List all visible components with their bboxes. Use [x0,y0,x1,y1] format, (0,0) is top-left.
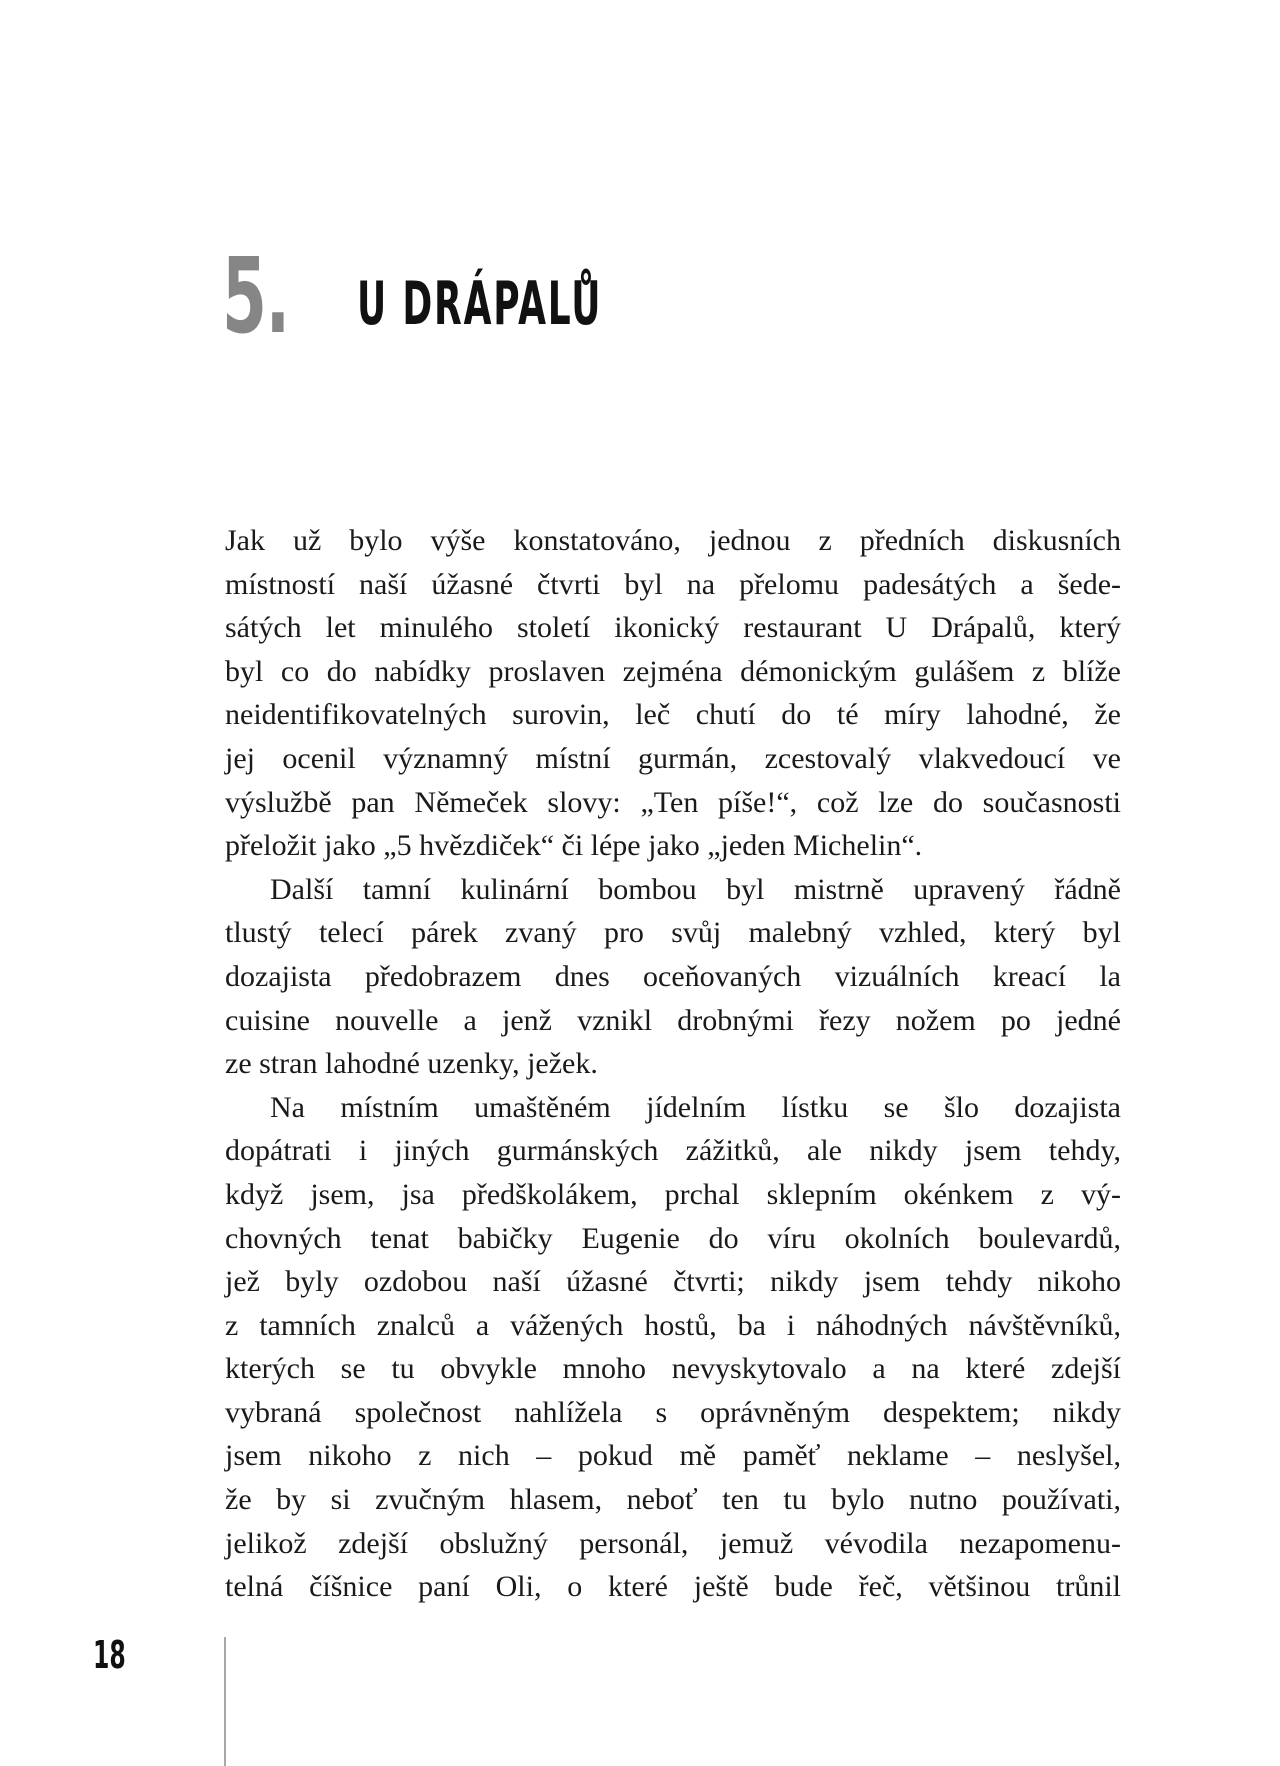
text-line: výslužbě pan Němeček slovy: „Ten píše!“, což lze do současnosti [225,785,1121,819]
text-line: jež byly ozdobou naší úžasné čtvrti; nikdy jsem tehdy nikoho [225,1265,1121,1299]
text-line: přeložit jako „5 hvězdiček“ či lépe jako „jeden Michelin“. [225,829,923,863]
text-line: z tamních znalců a vážených hostů, ba i náhodných návštěvníků, [225,1308,1121,1342]
text-line: neidentifikovatelných surovin, leč chutí do té míry lahodné, že [225,698,1121,732]
text-line: kterých se tu obvykle mnoho nevyskytovalo a na které zdejší [225,1352,1121,1386]
text-line: tlustý telecí párek zvaný pro svůj malebný vzhled, který byl [225,916,1121,950]
text-line: dopátrati i jiných gurmánských zážitků, ale nikdy jsem tehdy, [225,1134,1121,1168]
margin-rule-divider [224,1637,226,1766]
text-line: jsem nikoho z nich – pokud mě paměť neklame – neslyšel, [225,1439,1121,1473]
body-text [225,519,1121,1609]
text-line: byl co do nabídky proslaven zejména démonickým gulášem z blíže [225,654,1121,688]
text-line: jej ocenil významný místní gurmán, zcestovalý vlakvedoucí ve [225,741,1121,775]
text-line: vybraná společnost nahlížela s oprávněným despektem; nikdy [225,1395,1121,1429]
text-line: místností naší úžasné čtvrti byl na přelomu padesátých a šede- [225,567,1121,601]
text-line: ze stran lahodné uzenky, ježek. [225,1047,598,1081]
text-line: Další tamní kulinární bombou byl mistrně upravený řádně [270,872,1121,906]
text-line: chovných tenat babičky Eugenie do víru okolních boulevardů, [225,1221,1121,1255]
paragraph-2 [225,868,1121,1086]
text-line: sátých let minulého století ikonický restaurant U Drápalů, který [225,611,1121,645]
text-line: když jsem, jsa předškolákem, prchal sklepním okénkem z vý- [225,1177,1121,1211]
text-line: Na místním umaštěném jídelním lístku se šlo dozajista [270,1090,1121,1124]
text-line: telná číšnice paní Oli, o které ještě bude řeč, většinou trůnil [225,1570,1121,1604]
chapter-title: U DRÁPALŮ [357,269,603,339]
paragraph-1 [225,519,1121,868]
page-number: 18 [93,1633,126,1677]
text-line: jelikož zdejší obslužný personál, jemuž vévodila nezapomenu- [225,1526,1121,1560]
text-line: Jak už bylo výše konstatováno, jednou z předních diskusních [225,524,1121,557]
paragraph-3 [225,1086,1121,1609]
text-line: že by si zvučným hlasem, neboť ten tu bylo nutno používati, [225,1483,1121,1517]
chapter-number: 5. [222,235,289,357]
text-line: cuisine nouvelle a jenž vznikl drobnými řezy nožem po jedné [225,1003,1121,1037]
text-line: dozajista předobrazem dnes oceňovaných vizuálních kreací la [225,959,1121,993]
